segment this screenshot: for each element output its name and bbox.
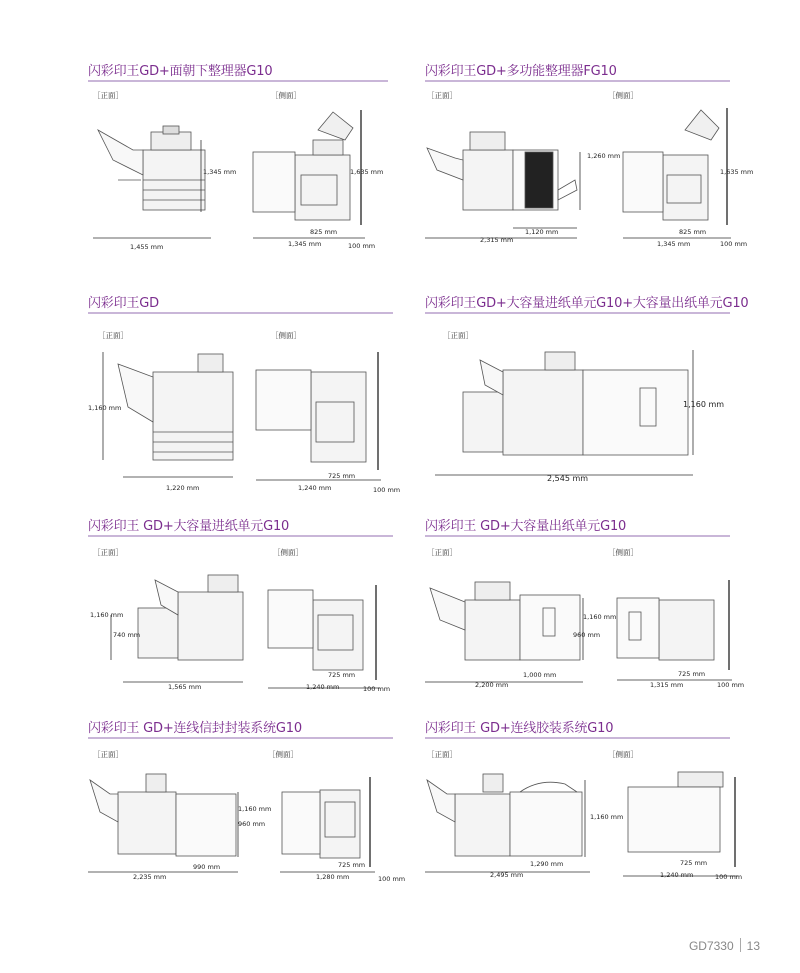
side-depth-dim: 725 mm <box>680 859 708 867</box>
front-view-label: ［正面］ <box>98 331 128 340</box>
footer-separator <box>740 938 741 952</box>
side-height-dim: 1,635 mm <box>350 168 384 176</box>
clearance-dim: 100 mm <box>363 685 391 693</box>
front-height-dim-b: 960 mm <box>573 631 601 639</box>
front-width-dim-b: 1,290 mm <box>530 860 564 868</box>
section-rule <box>425 80 730 82</box>
front-height-dim: 1,160 mm <box>238 805 272 813</box>
front-height-dim: 1,160 mm <box>88 404 122 412</box>
front-height-dim: 1,160 mm <box>683 400 725 409</box>
clearance-dim: 100 mm <box>373 486 401 494</box>
front-view-label: ［正面］ <box>93 548 123 557</box>
front-view-drawing <box>93 120 223 240</box>
front-width-dim: 1,220 mm <box>166 484 200 492</box>
section-rule <box>88 312 393 314</box>
side-width-dim: 1,315 mm <box>650 681 684 689</box>
side-depth-dim: 725 mm <box>678 670 706 678</box>
side-view-label: ［侧面］ <box>608 91 638 100</box>
clearance-dim: 100 mm <box>717 681 745 689</box>
side-depth-dim: 725 mm <box>338 861 366 869</box>
section-title: 闪彩印王 GD+大容量进纸单元G10 <box>88 519 290 534</box>
side-width-dim: 1,280 mm <box>316 873 350 881</box>
section-rule <box>425 737 730 739</box>
front-view-drawing <box>425 570 595 700</box>
side-view-drawing <box>623 772 753 902</box>
front-view-drawing <box>88 772 258 902</box>
front-width-dim: 2,495 mm <box>490 871 524 879</box>
front-width-dim: 2,235 mm <box>133 873 167 881</box>
front-view-drawing <box>425 772 605 902</box>
front-height-dim: 1,345 mm <box>203 168 237 176</box>
front-view-label: ［正面］ <box>427 548 457 557</box>
section-title: 闪彩印王 GD+大容量出纸单元G10 <box>425 519 627 534</box>
side-width-dim: 1,240 mm <box>660 871 694 879</box>
page-footer <box>689 938 760 953</box>
section-rule <box>88 80 388 82</box>
front-height-dim: 1,160 mm <box>590 813 624 821</box>
front-height-dim: 1,260 mm <box>587 152 621 160</box>
section-rule <box>88 535 393 537</box>
front-width-dim: 2,315 mm <box>480 236 514 244</box>
side-view-label: ［侧面］ <box>608 750 638 759</box>
front-view-drawing <box>98 352 248 482</box>
section-title: 闪彩印王GD+多功能整理器FG10 <box>425 64 617 79</box>
side-width-dim: 1,240 mm <box>306 683 340 691</box>
front-height-dim: 1,160 mm <box>90 611 124 619</box>
front-width-dim: 2,200 mm <box>475 681 509 689</box>
side-width-dim: 1,345 mm <box>657 240 691 248</box>
side-view-label: ［侧面］ <box>268 750 298 759</box>
side-height-dim: 1,635 mm <box>720 168 754 176</box>
clearance-dim: 100 mm <box>715 873 743 881</box>
clearance-dim: 100 mm <box>720 240 748 248</box>
front-width-dim: 1,565 mm <box>168 683 202 691</box>
front-view-label: ［正面］ <box>427 91 457 100</box>
section-title: 闪彩印王 GD+连线胶装系统G10 <box>425 721 614 736</box>
side-view-drawing <box>268 570 391 700</box>
front-view-label: ［正面］ <box>93 91 123 100</box>
front-view-drawing <box>425 120 585 240</box>
section-rule <box>425 312 730 314</box>
side-view-label: ［侧面］ <box>271 331 301 340</box>
front-view-label: ［正面］ <box>443 331 473 340</box>
side-width-dim: 1,345 mm <box>288 240 322 248</box>
clearance-dim: 100 mm <box>348 242 376 250</box>
side-view-drawing <box>623 100 743 230</box>
front-width-dim-b: 990 mm <box>193 863 221 871</box>
front-width-dim-b: 1,000 mm <box>523 671 557 679</box>
clearance-dim: 100 mm <box>378 875 406 883</box>
front-view-label: ［正面］ <box>427 750 457 759</box>
section-title: 闪彩印王GD+大容量进纸单元G10+大容量出纸单元G10 <box>425 296 749 311</box>
side-view-label: ［侧面］ <box>608 548 638 557</box>
side-depth-dim: 825 mm <box>679 228 707 236</box>
front-height-dim: 1,160 mm <box>583 613 617 621</box>
side-depth-dim: 725 mm <box>328 472 356 480</box>
front-height-dim-b: 740 mm <box>113 631 141 639</box>
section-rule <box>88 737 393 739</box>
front-width-dim: 2,545 mm <box>547 474 589 483</box>
side-view-label: ［侧面］ <box>271 91 301 100</box>
front-width-dim: 1,455 mm <box>130 243 164 251</box>
front-view-drawing <box>435 350 705 480</box>
side-view-drawing <box>253 100 373 230</box>
front-view-label: ［正面］ <box>93 750 123 759</box>
side-view-label: ［侧面］ <box>273 548 303 557</box>
section-title: 闪彩印王GD <box>88 296 159 311</box>
side-depth-dim: 825 mm <box>310 228 338 236</box>
model-name: GD7330 <box>688 939 734 953</box>
front-height-dim-b: 960 mm <box>238 820 266 828</box>
page-number: 13 <box>746 939 760 953</box>
section-title: 闪彩印王GD+面朝下整理器G10 <box>88 64 273 79</box>
section-title: 闪彩印王 GD+连线信封封装系统G10 <box>88 721 302 736</box>
side-view-drawing <box>256 352 386 482</box>
side-width-dim: 1,240 mm <box>298 484 332 492</box>
front-width-dim-b: 1,120 mm <box>525 228 559 236</box>
side-depth-dim: 725 mm <box>328 671 356 679</box>
section-rule <box>425 535 730 537</box>
